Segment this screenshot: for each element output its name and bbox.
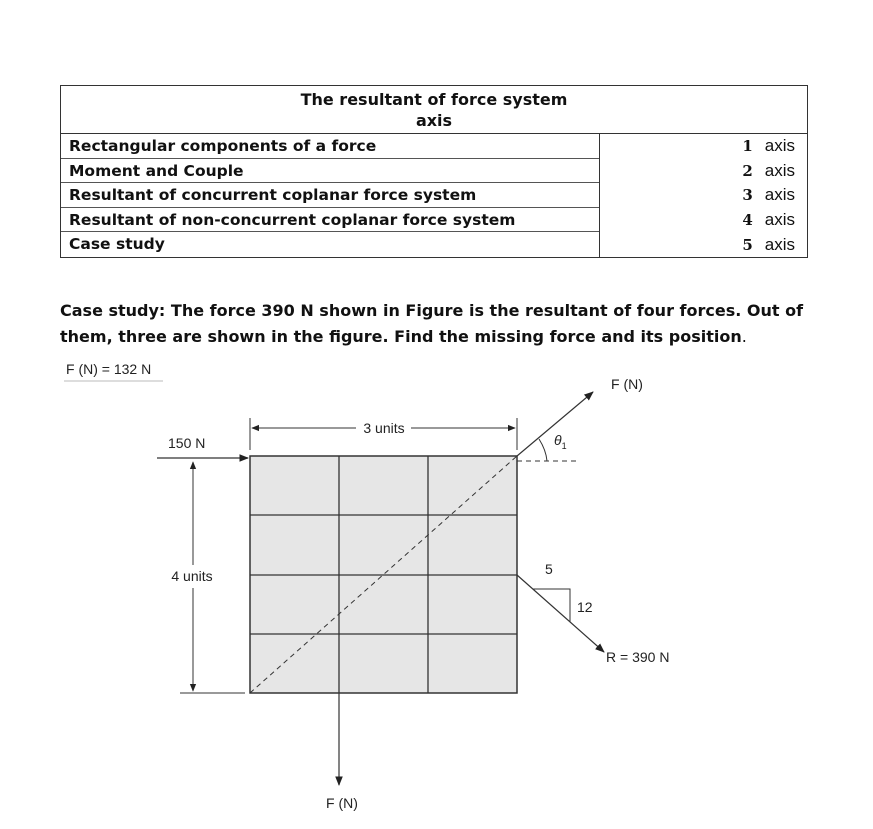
row-axis: axis — [764, 136, 795, 156]
slope-horizontal-label: 12 — [577, 599, 593, 615]
table-row-label: Moment and Couple — [61, 159, 599, 184]
row-number: 5 — [742, 235, 753, 254]
angle-label: $\theta_1$ — [554, 432, 567, 451]
width-label: 3 units — [363, 420, 405, 436]
row-number: 2 — [742, 161, 753, 180]
table-row-label: Case study — [69, 235, 165, 254]
table-row-label: Rectangular components of a force — [61, 134, 599, 159]
force-150-label: 150 N — [168, 435, 206, 451]
height-label: 4 units — [171, 568, 213, 584]
row-axis: axis — [764, 160, 795, 180]
case-study-statement: Case study: The force 390 N shown in Figure is the resultant of four forces. Out of them, three are shown in the figure. Find the missing force and its position — [60, 301, 804, 346]
force-bottom-label: F (N) — [326, 795, 358, 811]
slope-vertical-label: 5 — [545, 561, 553, 577]
given-force-label: F (N) = 132 N — [66, 361, 152, 377]
table-row-label: Resultant of concurrent coplanar force system — [61, 183, 599, 208]
resultant-label: R = 390 N — [606, 649, 670, 665]
row-number: 1 — [742, 137, 753, 156]
angle-arc — [539, 439, 547, 461]
row-axis: axis — [764, 185, 795, 205]
force-top-label: F (N) — [611, 376, 643, 392]
table-title: The resultant of force system — [300, 90, 568, 109]
row-axis: axis — [764, 210, 795, 230]
table-subtitle: axis — [415, 111, 453, 130]
row-number: 3 — [742, 186, 753, 205]
row-axis: axis — [764, 234, 795, 254]
table-row-label: Resultant of non-concurrent coplanar force system — [61, 208, 599, 233]
row-number: 4 — [742, 211, 753, 230]
case-study-period: . — [741, 327, 747, 346]
